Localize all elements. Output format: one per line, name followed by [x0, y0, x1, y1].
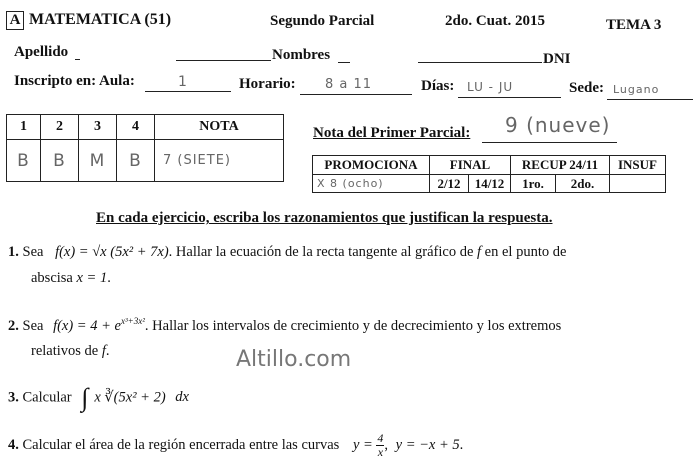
question-3-dx: dx [175, 389, 189, 406]
question-3 [8, 383, 189, 413]
apellido-label: Apellido [14, 44, 69, 60]
nombres-label: Nombres [272, 47, 331, 63]
promo-header-insuf: INSUF [610, 156, 666, 175]
grade-header-1: 1 [7, 115, 41, 140]
question-4-number: 4. [8, 436, 19, 453]
dias-field [458, 97, 561, 98]
question-2-relativos: relativos de [31, 343, 99, 359]
grade-value-1: B [7, 140, 41, 182]
grade-header-2: 2 [41, 115, 79, 140]
grades-table [6, 114, 284, 182]
sede-field [607, 99, 693, 100]
question-1-abscisa: abscisa [31, 270, 73, 286]
question-1-point: x = 1 [76, 270, 108, 286]
first-exam-value: 9 (nueve) [505, 113, 611, 137]
first-exam-label: Nota del Primer Parcial: [313, 125, 471, 141]
question-4-numerator: 4 [377, 431, 384, 445]
question-4-text: Calcular el área de la región encerrada entre las curvas [22, 436, 340, 453]
question-2-text: . Hallar los intervalos de crecimiento y de decrecimiento y los extremos [144, 317, 562, 334]
course-name: MATEMATICA (51) [29, 11, 172, 28]
grade-value-nota: 7 (SIETE) [155, 140, 284, 182]
question-2-pre: Sea [22, 317, 44, 334]
recup-option-1: 1ro. [511, 175, 556, 193]
question-1-pre: Sea [22, 244, 44, 260]
grade-value-3: M [79, 140, 117, 182]
question-1-f: f [477, 244, 482, 260]
instructions: En cada ejercicio, escriba los razonamientos que justifican la respuesta. [96, 210, 553, 226]
question-2 [8, 316, 561, 335]
exam-name: Segundo Parcial [270, 13, 375, 29]
question-2-number: 2. [8, 317, 19, 334]
question-2-formula: f(x) = 4 + e [53, 317, 121, 334]
grade-header-nota: NOTA [155, 115, 284, 140]
question-4: 4. Calcular el área de la región encerrada entre las curvas y = $\frac{4}{x}$ , y = −x + 5. [8, 431, 464, 459]
question-4-y1-pre: y = [352, 436, 373, 453]
watermark: Altillo.com [236, 347, 352, 372]
promo-header-final: FINAL [430, 156, 511, 175]
question-3-number: 3. [8, 389, 19, 406]
sede-label: Sede: [569, 80, 604, 96]
grade-value-2: B [41, 140, 79, 182]
question-1-formula: f(x) = √x (5x² + 7x) [55, 244, 169, 260]
promo-header-promociona: PROMOCIONA [313, 156, 430, 175]
inscripto-label: Inscripto en: Aula: [14, 73, 135, 89]
grade-header-3: 3 [79, 115, 117, 140]
question-1-line-2: abscisa x = 1. [31, 270, 111, 286]
final-date-1: 2/12 [430, 175, 469, 193]
promo-table [312, 155, 666, 193]
grade-header-4: 4 [117, 115, 155, 140]
nombres-field [338, 62, 350, 63]
apellido-line [75, 59, 80, 60]
recup-option-2: 2do. [556, 175, 610, 193]
grade-value-4: B [117, 140, 155, 182]
aula-value: 1 [178, 74, 188, 90]
dni-label: DNI [543, 51, 571, 67]
question-2-exponent: x³+3x² [120, 316, 145, 326]
question-3-integrand: x ∛(5x² + 2) [94, 389, 166, 406]
exam-tema: TEMA 3 [606, 17, 662, 33]
question-2-f: f [101, 343, 106, 359]
question-1-text2: en el punto de [484, 244, 567, 260]
question-1 [8, 244, 566, 261]
promo-header-recup: RECUP 24/11 [511, 156, 610, 175]
dias-label: Días: [421, 78, 455, 94]
dni-field-line [418, 62, 542, 63]
horario-field [300, 94, 412, 95]
first-exam-field [482, 142, 617, 143]
integral-sign-icon: ∫ [81, 383, 89, 412]
question-1-number: 1. [8, 244, 19, 260]
question-2-line-2: relativos de f. [31, 343, 110, 359]
insuf-cell [610, 175, 666, 193]
sede-value: Lugano [613, 83, 660, 96]
horario-value: 8 a 11 [325, 77, 373, 92]
dias-value: LU - JU [467, 80, 514, 94]
question-4-denominator: x [377, 445, 384, 459]
promo-mark: X 8 (ocho) [313, 175, 430, 193]
exam-term: 2do. Cuat. 2015 [445, 13, 546, 29]
question-1-text: . Hallar la ecuación de la recta tangente al gráfico de [168, 244, 474, 260]
header-box-letter: A [6, 11, 24, 30]
apellido-field [176, 60, 271, 61]
horario-label: Horario: [239, 76, 296, 92]
question-4-y2: y = −x + 5 [395, 436, 460, 453]
aula-field [145, 91, 231, 92]
final-date-2: 14/12 [469, 175, 511, 193]
question-3-text: Calcular [22, 389, 72, 406]
